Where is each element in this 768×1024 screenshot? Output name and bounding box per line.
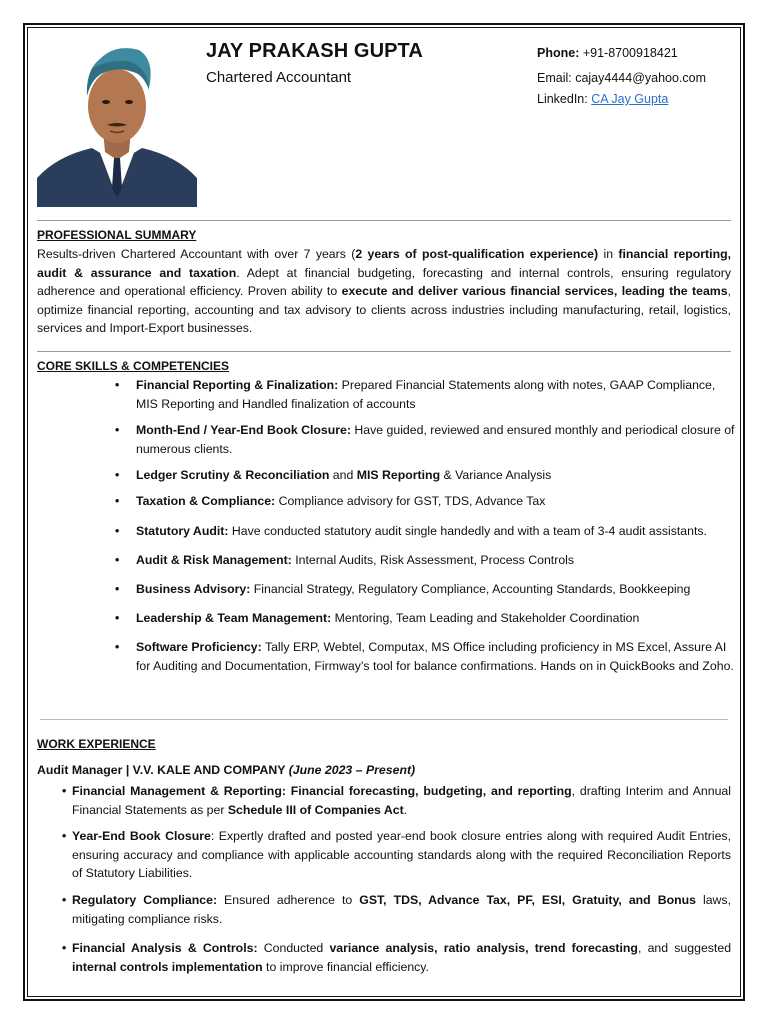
skill-label: Statutory Audit: bbox=[136, 524, 229, 538]
skill-text: Have conducted statutory audit single handedly and with a team of 3-4 audit assistants. bbox=[228, 524, 707, 538]
work-bold: variance analysis, ratio analysis, trend forecasting bbox=[329, 941, 638, 955]
email-value: cajay4444@yahoo.com bbox=[571, 71, 707, 85]
candidate-name: JAY PRAKASH GUPTA bbox=[206, 40, 423, 62]
skill-label: Month-End / Year-End Book Closure: bbox=[136, 423, 351, 437]
job-role-company: Audit Manager | V.V. KALE AND COMPANY bbox=[37, 763, 289, 777]
skill-label: Software Proficiency: bbox=[136, 640, 262, 654]
work-bold: Financial Management & Reporting: Financial forecasting, budgeting, and reporting bbox=[72, 784, 572, 798]
skill-item: • Business Advisory: Financial Strategy, Regulatory Compliance, Accounting Standards, Bookkeeping bbox=[115, 582, 691, 596]
work-text: , and suggested bbox=[637, 941, 732, 955]
summary-text: Results-driven Chartered Accountant with over 7 years ( bbox=[37, 247, 356, 261]
skill-text: Internal Audits, Risk Assessment, Process Controls bbox=[291, 553, 575, 567]
skill-label: Ledger Scrutiny & Reconciliation bbox=[136, 468, 330, 482]
work-item: • Year-End Book Closure: Expertly drafted and posted year-end book closure entries along with required Audit Entries, ensuring accuracy and compliance with applicable accounting standards along with the required Reconciliation Reports of Statutory Liabilities. bbox=[62, 829, 731, 880]
summary-bold: financial reporting, audit & assurance and taxation bbox=[37, 247, 732, 280]
skill-text: Tally ERP, Webtel, Computax, MS Office including proficiency in MS Excel, Assure AI for Auditing and Documentation, Firmway’s tool for balance confirmations. Hands on in QuickBooks and Zoho. bbox=[136, 640, 734, 673]
job-title bbox=[37, 763, 415, 777]
work-text: laws, mitigating compliance risks. bbox=[72, 893, 731, 926]
skill-item: • Ledger Scrutiny & Reconciliation and MIS Reporting & Variance Analysis bbox=[115, 468, 552, 482]
summary-text: . Adept at financial budgeting, forecasting and internal controls, ensuring regulatory adherence and operational efficiency. Proven ability to bbox=[37, 265, 731, 298]
work-text: : Expertly drafted and posted year-end book closure entries along with required Audit Entries, ensuring accuracy and compliance with applicable accounting standards along with the required Reconciliation Reports of Statutory Liabilities. bbox=[72, 829, 731, 880]
divider bbox=[37, 220, 731, 221]
email-label: Email: bbox=[537, 71, 572, 85]
skills-heading: CORE SKILLS & COMPETENCIES bbox=[37, 359, 230, 373]
work-bold: Regulatory Compliance: bbox=[72, 893, 218, 907]
summary-bold: execute and deliver various financial services, leading the teams bbox=[341, 284, 728, 298]
contact-linkedin bbox=[537, 92, 668, 106]
contact-email bbox=[537, 71, 706, 85]
divider bbox=[40, 719, 728, 720]
work-text: . bbox=[403, 802, 408, 817]
summary-paragraph bbox=[37, 245, 731, 338]
phone-value: +91-8700918421 bbox=[579, 46, 678, 60]
work-bold: GST, TDS, Advance Tax, PF, ESI, Gratuity, and Bonus bbox=[359, 893, 696, 907]
work-bold: Financial Analysis & Controls: bbox=[72, 941, 258, 955]
work-heading: WORK EXPERIENCE bbox=[37, 737, 156, 751]
divider bbox=[37, 351, 731, 352]
contact-phone bbox=[537, 46, 678, 60]
skill-text: Prepared Financial Statements along with notes, GAAP Compliance, MIS Reporting and Handled finalization of accounts bbox=[136, 378, 716, 411]
summary-text: in bbox=[598, 247, 619, 261]
profile-photo bbox=[37, 38, 197, 207]
work-text: Ensured adherence to bbox=[217, 893, 360, 907]
skill-item: • Leadership & Team Management: Mentoring, Team Leading and Stakeholder Coordination bbox=[115, 611, 640, 625]
skill-text: and bbox=[329, 468, 357, 482]
work-item: • Regulatory Compliance: Ensured adherence to GST, TDS, Advance Tax, PF, ESI, Gratuity, and Bonus laws, mitigating compliance risks. bbox=[62, 893, 731, 926]
summary-bold: 2 years of post-qualification experience) bbox=[355, 247, 599, 261]
phone-label: Phone: bbox=[537, 46, 580, 60]
work-item: • Financial Management & Reporting: Financial forecasting, budgeting, and reporting, drafting Interim and Annual Financial Statements as per Schedule III of Companies Act. bbox=[62, 784, 731, 817]
skill-label: Business Advisory: bbox=[136, 582, 251, 596]
work-bold: internal controls implementation bbox=[72, 959, 263, 974]
job-period: (June 2023 – Present) bbox=[288, 763, 416, 777]
work-text: , drafting Interim and Annual Financial Statements as per bbox=[72, 784, 731, 817]
skill-text: Have guided, reviewed and ensured monthly and periodical closure of numerous clients. bbox=[136, 423, 735, 456]
work-text: Conducted bbox=[257, 941, 330, 955]
skill-text: Mentoring, Team Leading and Stakeholder Coordination bbox=[331, 611, 640, 625]
work-bold: Year-End Book Closure bbox=[72, 829, 211, 843]
skill-label: Taxation & Compliance: bbox=[136, 494, 276, 508]
skill-text: & Variance Analysis bbox=[440, 468, 552, 482]
candidate-title: Chartered Accountant bbox=[206, 69, 352, 86]
skill-item: • Financial Reporting & Finalization: Prepared Financial Statements along with notes, GAAP Compliance, MIS Reporting and Handled finalization of accounts bbox=[115, 378, 716, 411]
skill-item: • Statutory Audit: Have conducted statutory audit single handedly and with a team of 3-4 audit assistants. bbox=[115, 524, 707, 538]
summary-heading: PROFESSIONAL SUMMARY bbox=[37, 228, 197, 242]
skill-item: • Audit & Risk Management: Internal Audits, Risk Assessment, Process Controls bbox=[115, 553, 575, 567]
skill-item: • Software Proficiency: Tally ERP, Webtel, Computax, MS Office including proficiency in MS Excel, Assure AI for Auditing and Documentation, Firmway’s tool for balance confirmations. Hands on in QuickBooks and Zoho. bbox=[115, 640, 734, 673]
linkedin-link[interactable]: CA Jay Gupta bbox=[591, 92, 669, 106]
summary-text: , optimize financial reporting, accounting and tax advisory to clients across industries including manufacturing, retail, logistics, services and Import-Export businesses. bbox=[37, 284, 731, 335]
skill-label: Audit & Risk Management: bbox=[136, 553, 292, 567]
work-text: to improve financial efficiency. bbox=[262, 959, 429, 974]
skill-text: Compliance advisory for GST, TDS, Advance Tax bbox=[275, 494, 546, 508]
skill-label: MIS Reporting bbox=[356, 468, 441, 482]
skill-label: Leadership & Team Management: bbox=[136, 611, 332, 625]
skill-item: • Month-End / Year-End Book Closure: Have guided, reviewed and ensured monthly and periodical closure of numerous clients. bbox=[115, 423, 735, 456]
linkedin-label: LinkedIn: bbox=[537, 92, 588, 106]
skill-label: Financial Reporting & Finalization: bbox=[136, 378, 339, 392]
skill-text: Financial Strategy, Regulatory Compliance, Accounting Standards, Bookkeeping bbox=[250, 582, 691, 596]
work-item: • Financial Analysis & Controls: Conducted variance analysis, ratio analysis, trend forecasting, and suggested internal controls implementation to improve financial efficiency. bbox=[62, 941, 732, 974]
work-bold: Schedule III of Companies Act bbox=[227, 802, 404, 817]
skill-item: • Taxation & Compliance: Compliance advisory for GST, TDS, Advance Tax bbox=[115, 494, 546, 508]
